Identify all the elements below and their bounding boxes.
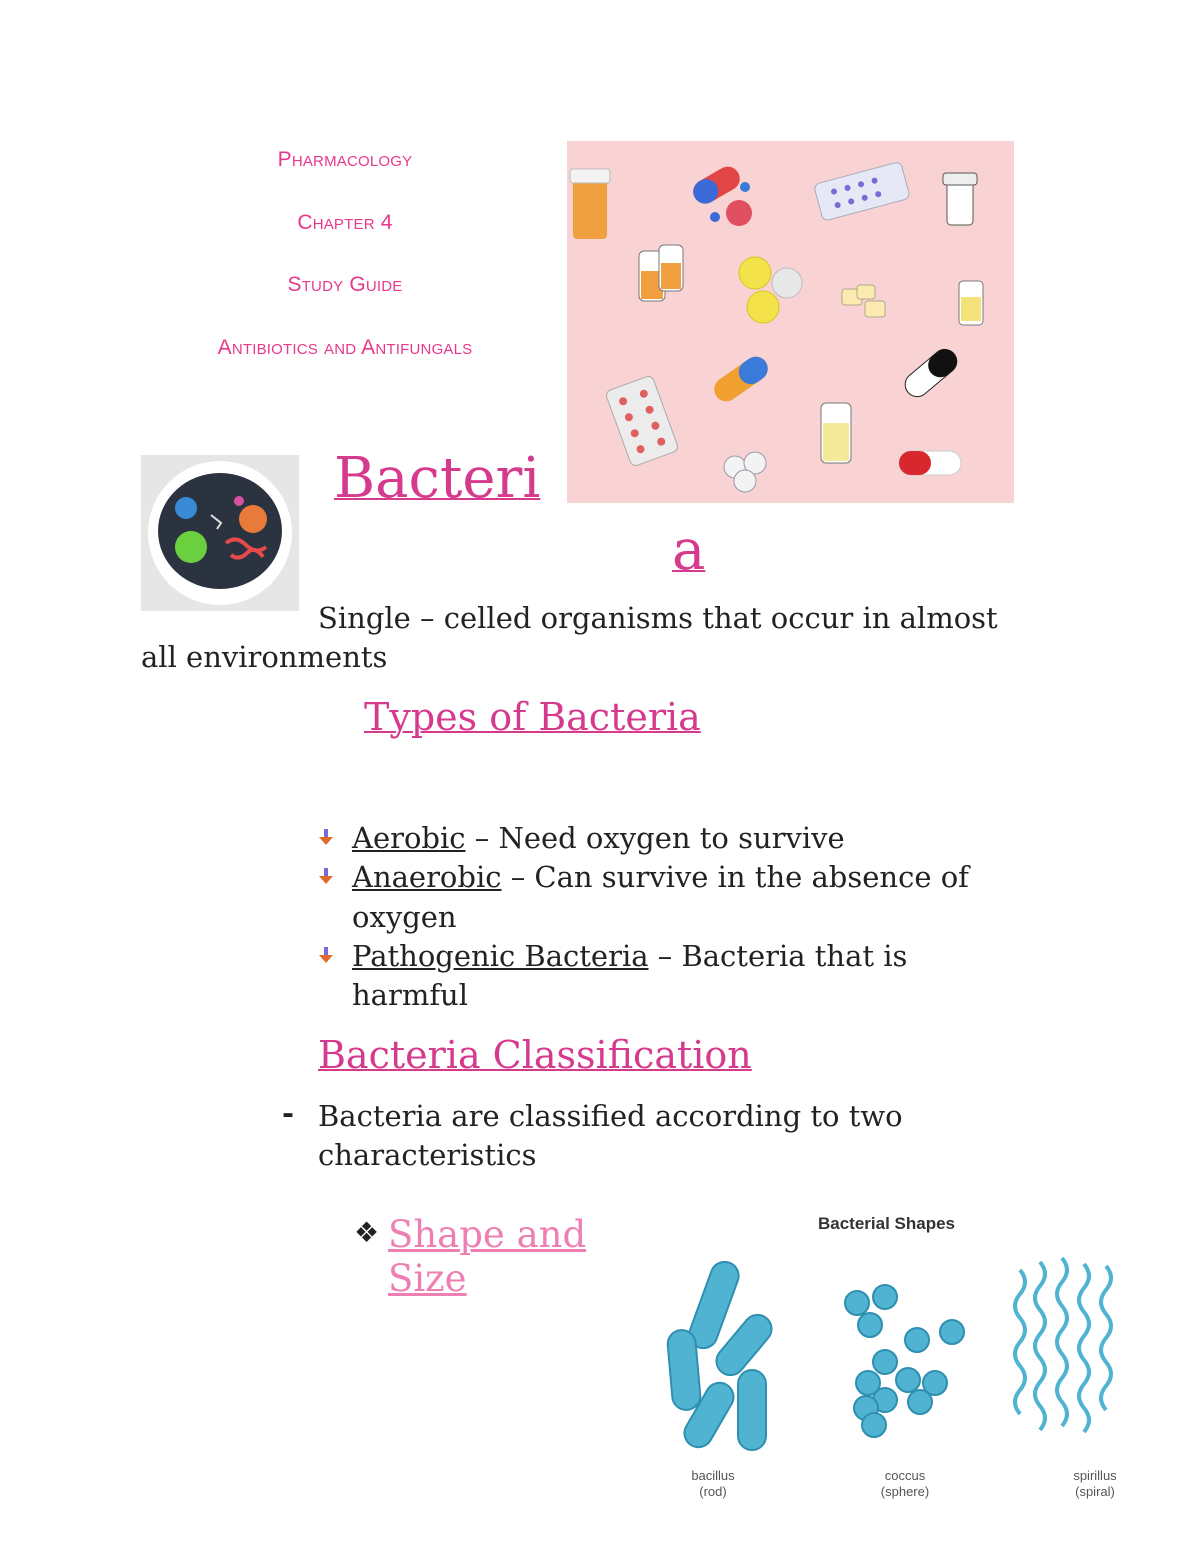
shapes-drawing bbox=[640, 1240, 1160, 1460]
label-sub: (rod) bbox=[699, 1484, 727, 1499]
type-term: Pathogenic Bacteria bbox=[352, 939, 649, 973]
classification-line2: characteristics bbox=[318, 1138, 537, 1172]
bacteria-image bbox=[141, 455, 299, 611]
label-name: spirillus bbox=[1073, 1468, 1117, 1483]
label-name: coccus bbox=[884, 1468, 926, 1483]
arrow-down-icon bbox=[318, 866, 334, 886]
title-pharmacology: Pharmacology bbox=[277, 148, 413, 171]
shape-and-size-line2: Size bbox=[388, 1257, 467, 1300]
figure-title: Bacterial Shapes bbox=[818, 1214, 956, 1233]
heading-classification: Bacteria Classification bbox=[318, 1033, 752, 1077]
pills-drawing bbox=[567, 141, 1014, 503]
diamond-bullet-icon: ❖ bbox=[354, 1216, 380, 1249]
label-coccus bbox=[845, 1468, 965, 1500]
definition-line2: all environments bbox=[141, 640, 388, 674]
type-desc: – Can survive in the absence of bbox=[501, 860, 969, 894]
title-study-guide: Study Guide bbox=[287, 273, 403, 296]
label-name: bacillus bbox=[691, 1468, 735, 1483]
heading-bacteria-part2: a bbox=[672, 518, 706, 583]
pills-illustration bbox=[567, 141, 1014, 503]
bacteria-icon bbox=[141, 455, 299, 611]
definition-line1: Single – celled organisms that occur in almost bbox=[318, 601, 998, 635]
heading-types: Types of Bacteria bbox=[364, 695, 701, 739]
dash-bullet: - bbox=[282, 1096, 295, 1130]
type-desc: – Bacteria that is bbox=[648, 939, 908, 973]
arrow-down-icon bbox=[318, 945, 334, 965]
type-desc-continued: harmful bbox=[352, 978, 469, 1012]
classification-line1: Bacteria are classified according to two bbox=[318, 1099, 903, 1133]
label-spirillus bbox=[1035, 1468, 1155, 1500]
label-bacillus bbox=[653, 1468, 773, 1500]
shape-and-size-line1: Shape and bbox=[388, 1213, 587, 1256]
type-term: Aerobic bbox=[352, 821, 466, 855]
type-desc: – Need oxygen to survive bbox=[465, 821, 845, 855]
label-sub: (sphere) bbox=[880, 1484, 930, 1499]
heading-bacteria-part1: Bacteri bbox=[334, 446, 541, 511]
type-term: Anaerobic bbox=[352, 860, 502, 894]
bacterial-shapes-figure bbox=[640, 1200, 1160, 1510]
title-subject: Antibiotics and Antifungals bbox=[217, 336, 473, 359]
arrow-down-icon bbox=[318, 827, 334, 847]
title-chapter: Chapter 4 bbox=[297, 211, 393, 234]
label-sub: (spiral) bbox=[1075, 1484, 1115, 1499]
type-desc-continued: oxygen bbox=[352, 900, 457, 934]
